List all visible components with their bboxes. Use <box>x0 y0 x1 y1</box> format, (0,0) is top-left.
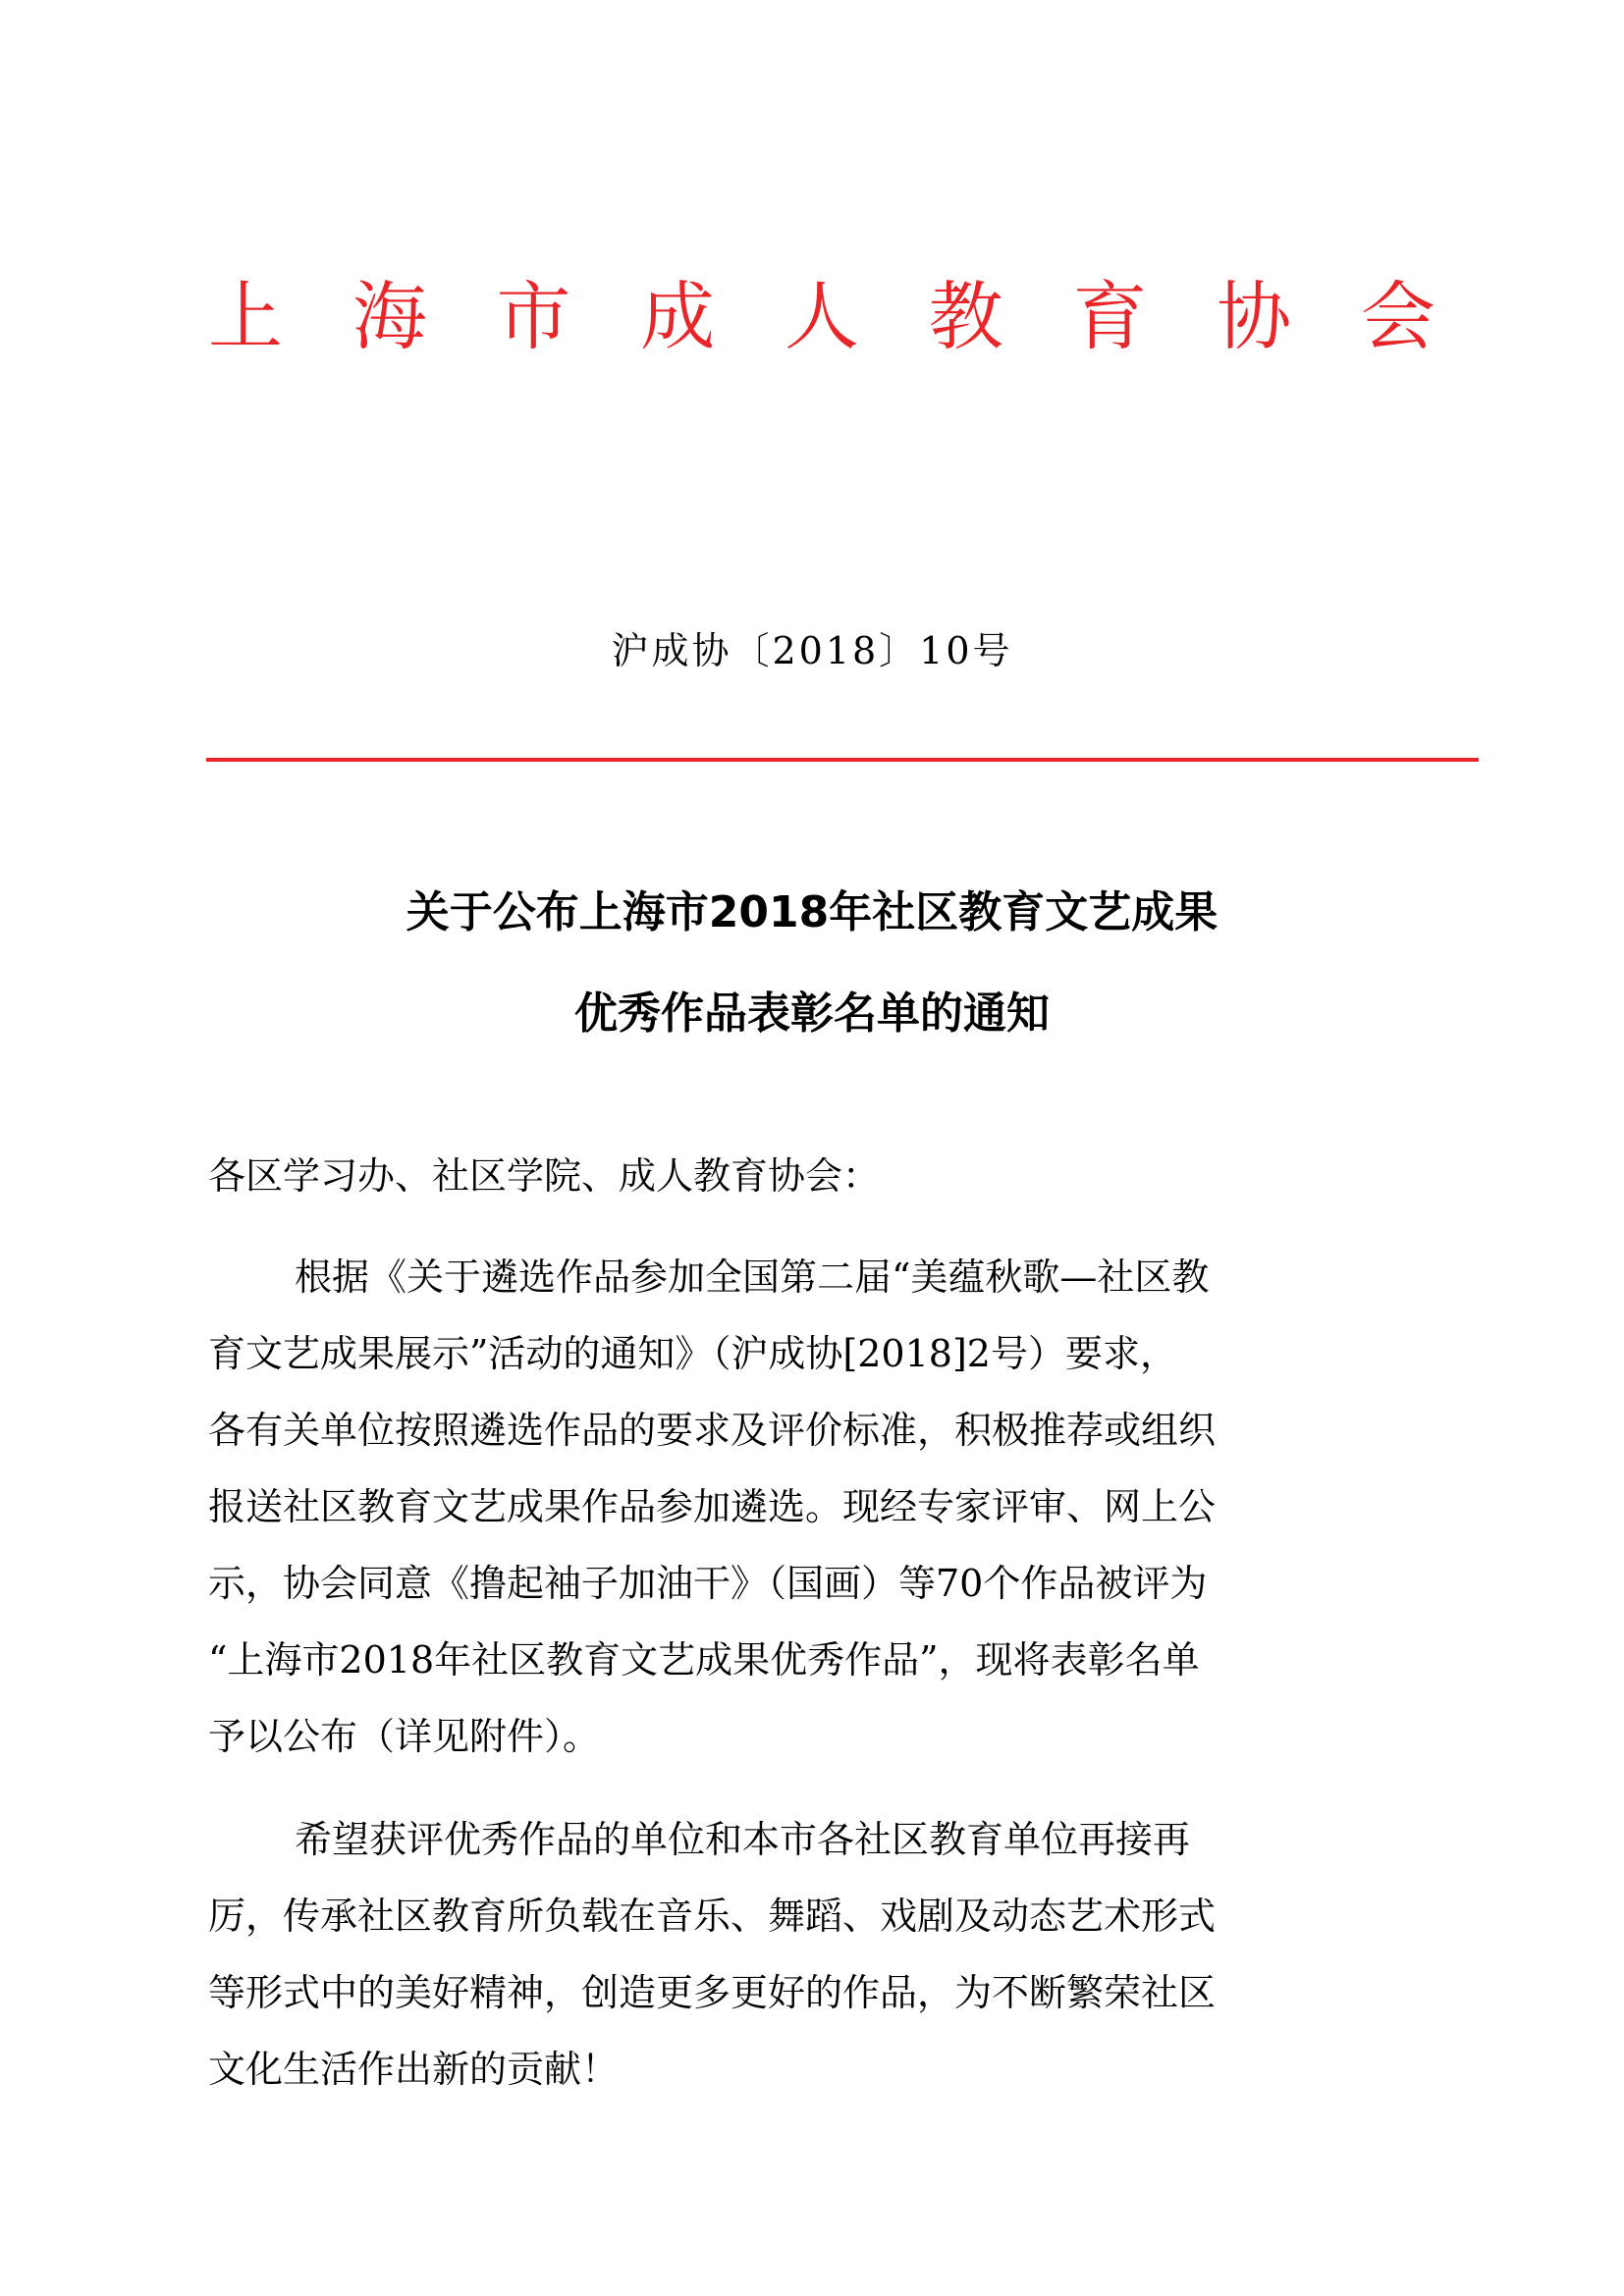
header-char: 会 <box>1361 273 1435 360</box>
header-char: 人 <box>785 273 859 360</box>
salutation: 各区学习办、社区学院、成人教育协会： <box>208 1154 881 1198</box>
paragraph-line: 育文艺成果展示”活动的通知》（沪成协[2018]2号）要求， <box>208 1332 1177 1375</box>
header-char: 育 <box>1072 273 1148 360</box>
header-char: 上 <box>208 273 283 360</box>
header-char: 教 <box>928 273 1003 360</box>
paragraph-line: 根据《关于遴选作品参加全国第二届“美蕴秋歌—社区教 <box>295 1255 1210 1299</box>
paragraph-line: 各有关单位按照遴选作品的要求及评价标准，积极推荐或组织 <box>208 1409 1217 1452</box>
paragraph-line: 等形式中的美好精神，创造更多更好的作品，为不断繁荣社区 <box>208 1971 1217 2014</box>
paragraph-line: 示，协会同意《撸起袖子加油干》（国画）等70个作品被评为 <box>208 1562 1208 1605</box>
organization-header <box>208 263 1435 371</box>
paragraph-line: 报送社区教育文艺成果作品参加遴选。现经专家评审、网上公 <box>208 1485 1217 1528</box>
body-paragraph-1 <box>208 1239 1426 1775</box>
body-paragraph-2 <box>208 1801 1426 2108</box>
red-divider-line <box>206 758 1479 762</box>
paragraph-line: 希望获评优秀作品的单位和本市各社区教育单位再接再 <box>295 1818 1191 1861</box>
header-char: 成 <box>640 273 716 360</box>
paragraph-line: 文化生活作出新的贡献！ <box>208 2048 620 2091</box>
header-char: 协 <box>1217 273 1292 360</box>
header-char: 海 <box>352 273 427 360</box>
paragraph-line: 予以公布（详见附件）。 <box>208 1715 601 1758</box>
paragraph-line: 厉，传承社区教育所负载在音乐、舞蹈、戏剧及动态艺术形式 <box>208 1895 1217 1938</box>
document-number: 沪成协〔2018〕10号 <box>611 629 1013 672</box>
notice-title-line-1: 关于公布上海市2018年社区教育文艺成果 <box>406 887 1218 937</box>
paragraph-line: “上海市2018年社区教育文艺成果优秀作品”，现将表彰名单 <box>208 1638 1200 1682</box>
header-char: 市 <box>496 273 571 360</box>
notice-title-line-2: 优秀作品表彰名单的通知 <box>574 988 1050 1039</box>
